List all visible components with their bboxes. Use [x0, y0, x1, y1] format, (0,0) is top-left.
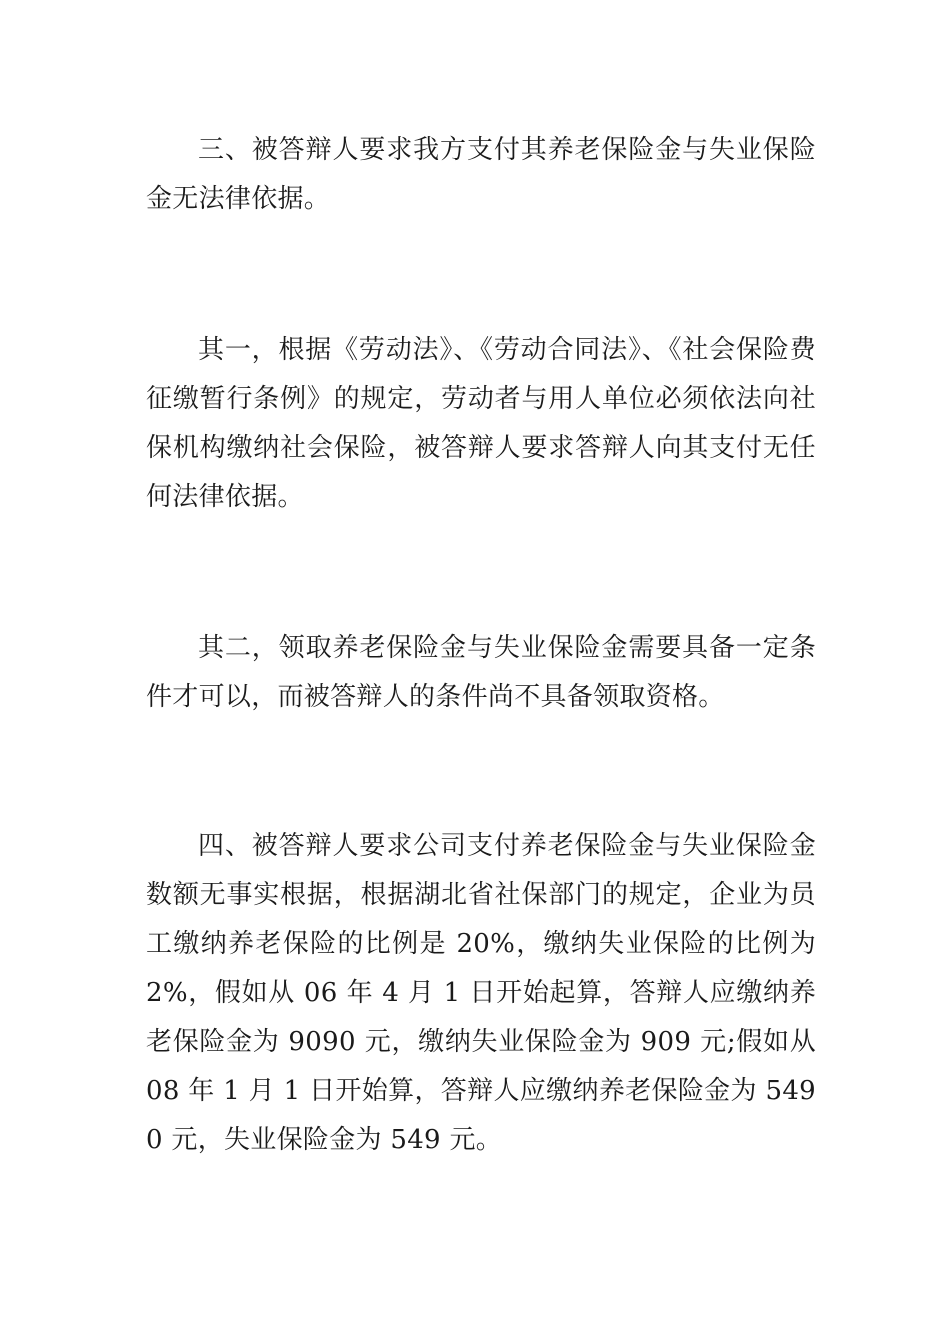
- paragraph-point-two: 其二，领取养老保险金与失业保险金需要具备一定条件才可以，而被答辩人的条件尚不具备领取资格。: [146, 633, 816, 712]
- paragraph-section-three: 三、被答辩人要求我方支付其养老保险金与失业保险金无法律依据。: [146, 135, 816, 214]
- paragraph-point-one: 其一，根据《劳动法》、《劳动合同法》、《社会保险费征缴暂行条例》的规定，劳动者与用人单位必须依法向社保机构缴纳社会保险，被答辩人要求答辩人向其支付无任何法律依据。: [146, 335, 816, 512]
- paragraph-section-four: 四、被答辩人要求公司支付养老保险金与失业保险金数额无事实根据，根据湖北省社保部门的规定，企业为员工缴纳养老保险的比例是 20%，缴纳失业保险的比例为 2%，假如从 06 年 4 月 1 日开始起算，答辩人应缴纳养老保险金为 9090 元，缴纳失业保险金为 909 元;假如从 08 年 1 月 1 日开始算，答辩人应缴纳养老保险金为 5490 元，失业保险金为 549 元。: [146, 831, 816, 1155]
